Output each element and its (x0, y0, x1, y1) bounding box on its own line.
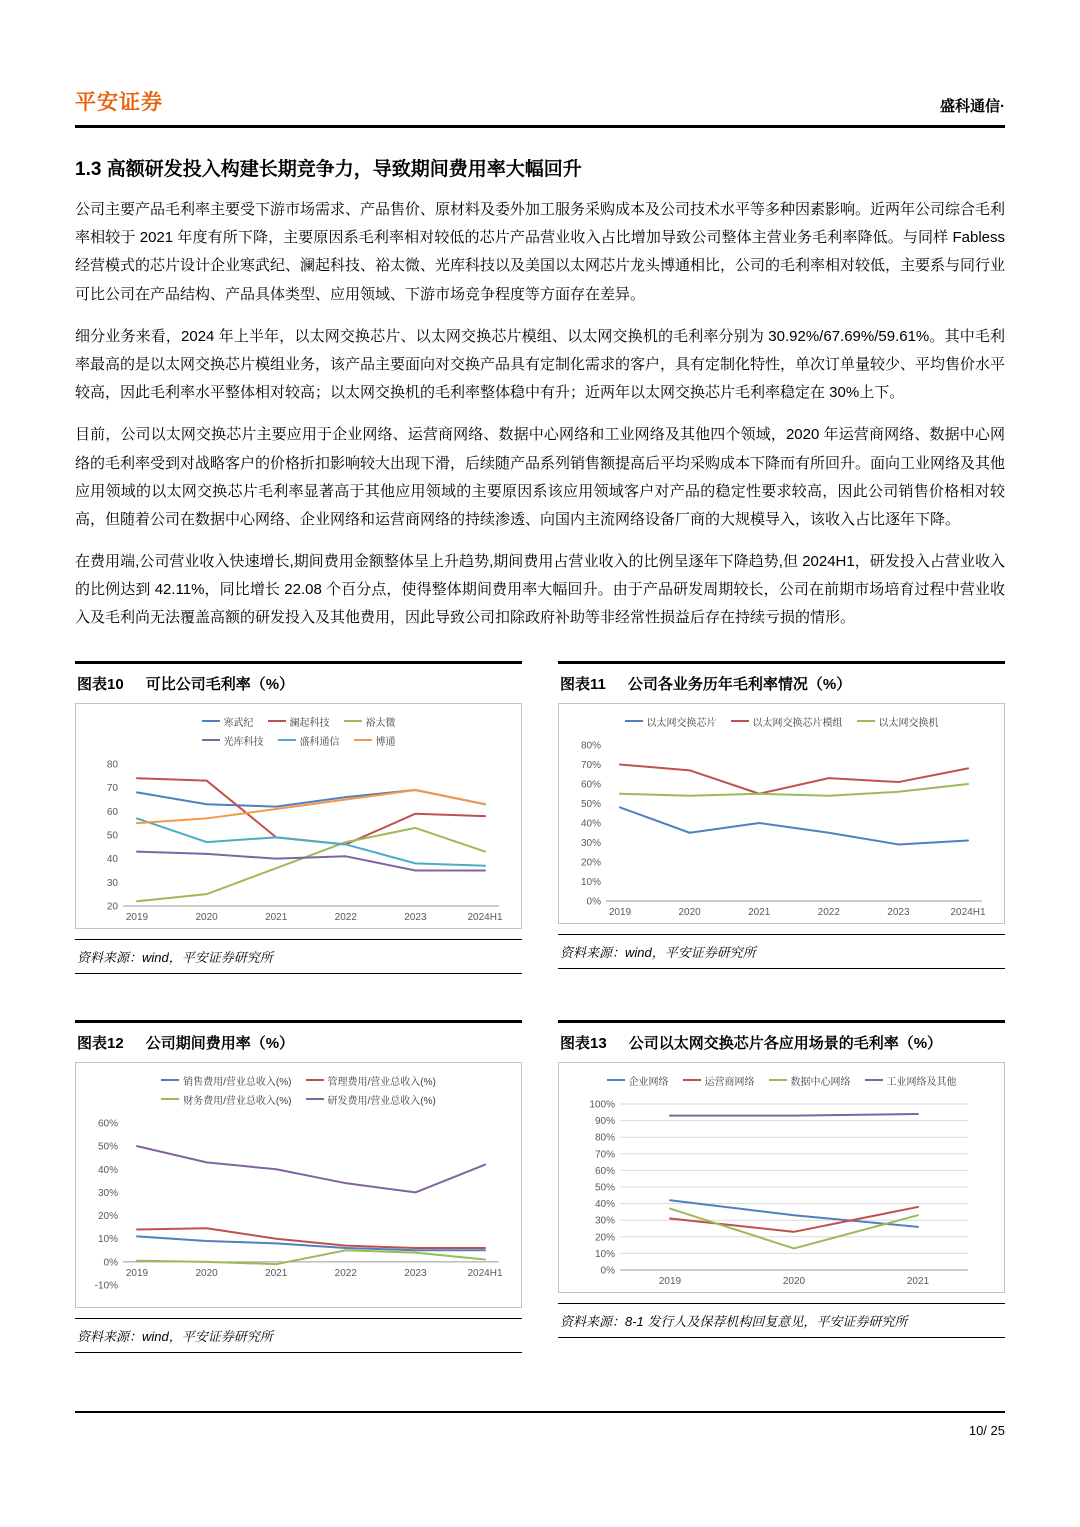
legend-swatch (607, 1079, 625, 1081)
legend-item: 研发费用/营业总收入(%) (306, 1092, 436, 1107)
svg-text:80%: 80% (580, 740, 601, 752)
legend-item: 以太网交换机 (857, 714, 939, 729)
svg-text:0%: 0% (103, 1256, 118, 1268)
figure-10-title-row (75, 661, 522, 703)
svg-text:60%: 60% (594, 1165, 615, 1177)
svg-text:2019: 2019 (125, 911, 148, 923)
legend-swatch (268, 720, 286, 722)
legend-item: 以太网交换芯片 (625, 714, 717, 729)
svg-text:2019: 2019 (658, 1275, 681, 1287)
svg-text:50: 50 (106, 830, 118, 842)
svg-text:2022: 2022 (334, 1267, 357, 1279)
svg-text:10%: 10% (580, 876, 601, 888)
page-header (75, 86, 1005, 125)
page-number: 10/ 25 (968, 1422, 1005, 1438)
svg-text:20%: 20% (580, 857, 601, 869)
legend-item: 数据中心网络 (769, 1073, 851, 1088)
figure-source: 资料来源：wind，平安证券研究所 (558, 934, 1005, 969)
svg-text:2020: 2020 (782, 1275, 805, 1287)
svg-text:40: 40 (106, 853, 118, 865)
page-footer (75, 1411, 1005, 1438)
legend-item: 裕太微 (344, 714, 396, 729)
legend-item: 澜起科技 (268, 714, 330, 729)
legend-item: 工业网络及其他 (865, 1073, 957, 1088)
svg-text:-10%: -10% (94, 1280, 118, 1292)
legend-swatch (202, 720, 220, 722)
figure-11 (558, 661, 1005, 974)
figure-11-title-row (558, 661, 1005, 703)
body-paragraph: 在费用端,公司营业收入快速增长,期间费用金额整体呈上升趋势,期间费用占营业收入的比例呈逐年下降趋势,但 2024H1，研发投入占营业收入的比例达到 42.11%，同比增长 22.08 个百分点，使得整体期间费用率大幅回升。由于产品研发周期较长，公司在前期市场培育过程中营业收入及毛利尚无法覆盖高额的研发投入及其他费用，因此导致公司扣除政府补助等非经常性损益后存在持续亏损的情形。 (75, 553, 1005, 627)
svg-text:80%: 80% (594, 1132, 615, 1144)
figure-label: 图表13 (560, 1034, 607, 1052)
legend-swatch (278, 739, 296, 741)
legend-item: 运营商网络 (683, 1073, 755, 1088)
section-heading: 1.3 高额研发投入构建长期竞争力，导致期间费用率大幅回升 (75, 159, 582, 180)
figure-13-title-row (558, 1020, 1005, 1062)
svg-text:2020: 2020 (194, 1267, 218, 1279)
svg-text:30%: 30% (594, 1215, 615, 1227)
svg-text:50%: 50% (594, 1182, 615, 1194)
svg-text:2019: 2019 (608, 906, 631, 918)
legend-item: 管理费用/营业总收入(%) (306, 1073, 436, 1088)
svg-text:40%: 40% (97, 1164, 118, 1176)
legend-item: 以太网交换芯片模组 (731, 714, 843, 729)
chart-plot (85, 754, 513, 926)
legend-item: 财务费用/营业总收入(%) (161, 1092, 291, 1107)
figure-10 (75, 661, 522, 974)
svg-text:30%: 30% (97, 1187, 118, 1199)
legend-item: 销售费用/营业总收入(%) (161, 1073, 291, 1088)
legend-swatch (161, 1079, 179, 1081)
business-lines-gross-margin-chart (558, 703, 1005, 924)
svg-text:20%: 20% (97, 1210, 118, 1222)
chart-plot (582, 1094, 982, 1290)
svg-text:2023: 2023 (403, 1267, 427, 1279)
comparable-companies-gross-margin-chart (75, 703, 522, 929)
svg-text:40%: 40% (580, 818, 601, 830)
svg-text:10%: 10% (97, 1233, 118, 1245)
legend-swatch (625, 720, 643, 722)
application-scenario-gross-margin-chart (558, 1062, 1005, 1293)
svg-text:50%: 50% (580, 798, 601, 810)
svg-text:40%: 40% (594, 1198, 615, 1210)
figure-title: 公司各业务历年毛利率情况（%） (627, 675, 852, 693)
legend-swatch (306, 1098, 324, 1100)
chart-legend (179, 714, 419, 748)
legend-swatch (769, 1079, 787, 1081)
svg-text:100%: 100% (588, 1099, 615, 1111)
figure-title: 公司期间费用率（%） (145, 1034, 295, 1052)
legend-swatch (161, 1098, 179, 1100)
svg-text:70: 70 (106, 782, 118, 794)
svg-text:60: 60 (106, 806, 118, 818)
svg-text:2019: 2019 (125, 1267, 148, 1279)
chart-plot (85, 1113, 513, 1305)
svg-text:2022: 2022 (817, 906, 840, 918)
figures-grid (75, 661, 1005, 1353)
figure-title: 公司以太网交换芯片各应用场景的毛利率（%） (628, 1034, 943, 1052)
period-expense-ratio-chart (75, 1062, 522, 1308)
svg-text:2022: 2022 (334, 911, 357, 923)
legend-item: 寒武纪 (202, 714, 254, 729)
svg-text:2024H1: 2024H1 (466, 1267, 503, 1279)
svg-text:2023: 2023 (403, 911, 427, 923)
figure-12 (75, 1020, 522, 1353)
svg-text:30%: 30% (580, 837, 601, 849)
svg-text:2020: 2020 (194, 911, 218, 923)
pingan-securities-logo: 平安证券 (75, 91, 163, 114)
svg-text:2021: 2021 (264, 911, 287, 923)
svg-text:70%: 70% (580, 759, 601, 771)
figure-label: 图表10 (77, 675, 124, 693)
svg-text:60%: 60% (97, 1118, 118, 1130)
figure-source: 资料来源：wind，平安证券研究所 (75, 1318, 522, 1353)
body-paragraph: 目前，公司以太网交换芯片主要应用于企业网络、运营商网络、数据中心网络和工业网络及其他四个领域，2020 年运营商网络、数据中心网络的毛利率受到对战略客户的价格折扣影响较大出现下滑，后续随产品系列销售额提高后平均采购成本下降而有所回升。面向工业网络及其他应用领域的以太网交换芯片毛利率显著高于其他应用领域的主要原因系该应用领域客户对产品的稳定性要求较高，因此公司销售价格相对较高，但随着公司在数据中心网络、企业网络和运营商网络的持续渗透、向国内主流网络设备厂商的大规模导入，该收入占比逐年下降。 (75, 426, 1006, 528)
figure-source: 资料来源：wind，平安证券研究所 (75, 939, 522, 974)
svg-text:0%: 0% (600, 1265, 615, 1277)
svg-text:2024H1: 2024H1 (466, 911, 503, 923)
svg-text:70%: 70% (594, 1148, 615, 1160)
svg-text:20%: 20% (594, 1231, 615, 1243)
svg-text:2020: 2020 (677, 906, 701, 918)
header-rule (75, 125, 1005, 128)
legend-swatch (865, 1079, 883, 1081)
legend-item: 光库科技 (202, 733, 264, 748)
chart-legend (562, 714, 1001, 729)
legend-swatch (731, 720, 749, 722)
svg-text:90%: 90% (594, 1115, 615, 1127)
svg-text:20: 20 (106, 901, 118, 913)
svg-text:2021: 2021 (747, 906, 770, 918)
svg-text:0%: 0% (586, 896, 601, 908)
figure-source: 资料来源：8-1 发行人及保荐机构回复意见，平安证券研究所 (558, 1303, 1005, 1338)
report-subject: 盛科通信· (940, 98, 1005, 115)
svg-text:30: 30 (106, 877, 118, 889)
figure-12-title-row (75, 1020, 522, 1062)
legend-swatch (683, 1079, 701, 1081)
legend-item: 企业网络 (607, 1073, 669, 1088)
body-paragraph: 公司主要产品毛利率主要受下游市场需求、产品售价、原材料及委外加工服务采购成本及公司技术水平等多种因素影响。近两年公司综合毛利率相较于 2021 年度有所下降，主要原因系毛利率相对较低的芯片产品营业收入占比增加导致公司整体主营业务毛利率降低。与同样 Fabless 经营模式的芯片设计企业寒武纪、澜起科技、裕太微、光库科技以及美国以太网芯片龙头博通相比，公司的毛利率相对较低，主要系与同行业可比公司在产品结构、产品具体类型、应用领域、下游市场竞争程度等方面存在差异。 (75, 201, 1006, 303)
legend-swatch (306, 1079, 324, 1081)
legend-item: 博通 (354, 733, 396, 748)
svg-text:2024H1: 2024H1 (949, 906, 986, 918)
legend-swatch (354, 739, 372, 741)
figure-label: 图表12 (77, 1034, 124, 1052)
legend-item: 盛科通信 (278, 733, 340, 748)
svg-text:2023: 2023 (886, 906, 910, 918)
legend-swatch (857, 720, 875, 722)
figure-13 (558, 1020, 1005, 1353)
figure-label: 图表11 (560, 675, 606, 693)
legend-swatch (202, 739, 220, 741)
chart-plot (568, 735, 996, 921)
legend-swatch (344, 720, 362, 722)
body-paragraph: 细分业务来看，2024 年上半年，以太网交换芯片、以太网交换芯片模组、以太网交换机的毛利率分别为 30.92%/67.69%/59.61%。其中毛利率最高的是以太网交换芯片模组业务，该产品主要面向对交换产品具有定制化需求的客户，具有定制化特性，单次订单量较少、平均售价水平较高，因此毛利率水平整体相对较高；以太网交换机的毛利率整体稳中有升；近两年以太网交换芯片毛利率稳定在 30%上下。 (75, 327, 1006, 402)
svg-text:80: 80 (106, 759, 118, 771)
chart-legend (562, 1073, 1001, 1088)
svg-text:2021: 2021 (906, 1275, 929, 1287)
svg-text:2021: 2021 (264, 1267, 287, 1279)
svg-text:10%: 10% (594, 1248, 615, 1260)
svg-text:50%: 50% (97, 1141, 118, 1153)
figure-title: 可比公司毛利率（%） (145, 675, 295, 693)
svg-text:60%: 60% (580, 779, 601, 791)
chart-legend (119, 1073, 479, 1107)
